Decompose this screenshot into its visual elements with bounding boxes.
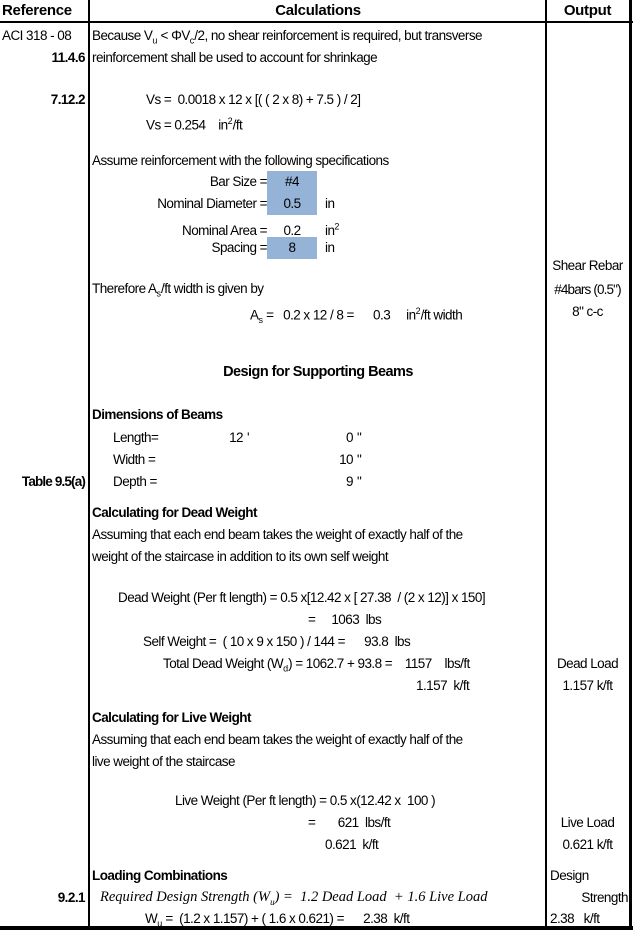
squared-superscript: 2 xyxy=(415,306,421,316)
required-strength-equation xyxy=(100,886,552,908)
depth-label: Depth = xyxy=(113,474,157,489)
bar-size-label: Bar Size = xyxy=(209,174,267,189)
dead-weight-heading: Calculating for Dead Weight xyxy=(92,505,257,520)
vs-result xyxy=(146,110,598,132)
output-strength-label: Strength xyxy=(581,890,628,905)
spacing-row xyxy=(92,237,544,259)
text: A xyxy=(250,307,259,323)
diameter-label: Nominal Diameter = xyxy=(157,196,267,211)
text: = 0.2 x 12 / 8 = 0.3 in xyxy=(262,307,416,323)
wd-subscript: d xyxy=(283,663,289,674)
as-subscript: s xyxy=(258,315,263,326)
section-heading-beams: Design for Supporting Beams xyxy=(223,364,413,380)
self-weight-formula: Self Weight = ( 10 x 9 x 150 ) / 144 = 93.8 lbs xyxy=(143,634,411,649)
output-bar-spacing: 8" c-c xyxy=(572,304,603,319)
area-value: 0.2 xyxy=(283,222,301,238)
ref-11-4-6: 11.4.6 xyxy=(51,50,85,65)
ref-7-12-2: 7.12.2 xyxy=(50,92,85,107)
depth-row xyxy=(113,471,565,493)
text: Because V xyxy=(92,28,153,43)
output-dead-load-label: Dead Load xyxy=(556,656,619,671)
ref-9-2-1: 9.2.1 xyxy=(57,890,85,905)
inch-symbol: " xyxy=(357,430,362,445)
bar-size-input-cell[interactable]: #4 xyxy=(267,171,317,193)
vs-formula: Vs = 0.0018 x 12 x [( ( 2 x 8) + 7.5 ) / 2] xyxy=(146,92,361,107)
feet-symbol: ' xyxy=(247,430,250,445)
live-desc-line2: live weight of the staircase xyxy=(92,754,235,769)
area-row xyxy=(92,215,544,237)
squared-superscript: 2 xyxy=(227,116,233,126)
live-weight-result-kft: 0.621 k/ft xyxy=(325,837,379,852)
depth-inch-value: 9 xyxy=(346,474,353,489)
wu-subscript: u xyxy=(270,896,275,907)
header-reference: Reference xyxy=(2,2,72,19)
text: Total Dead Weight (W xyxy=(163,656,284,671)
live-desc-line1: Assuming that each end beam takes the weight of exactly half of the xyxy=(92,732,463,747)
as-subscript: s xyxy=(156,288,161,299)
vc-subscript: c xyxy=(189,35,195,46)
live-weight-result-lbs: = 621 lbs/ft xyxy=(308,815,391,830)
area-label: Nominal Area = xyxy=(182,222,267,238)
length-row xyxy=(113,427,565,449)
output-design-label: Design xyxy=(550,868,589,883)
dead-desc-line1: Assuming that each end beam takes the weight of exactly half of the xyxy=(92,527,463,542)
wu-subscript: u xyxy=(157,918,163,929)
assume-note: Assume reinforcement with the following specifications xyxy=(92,153,389,168)
text: /ft width xyxy=(420,307,463,323)
area-unit xyxy=(325,223,339,238)
text: = (1.2 x 1.157) + ( 1.6 x 0.621) = 2.38 k/ft xyxy=(162,911,410,926)
live-weight-formula: Live Weight (Per ft length) = 0.5 x(12.42 x 100 ) xyxy=(175,793,436,808)
diameter-row xyxy=(92,193,544,215)
text: < ΦV xyxy=(157,28,190,43)
text: Therefore A xyxy=(92,281,157,296)
wu-formula xyxy=(145,908,597,930)
header-output: Output xyxy=(563,2,612,19)
output-bar-spec: #4bars (0.5") xyxy=(554,282,621,297)
live-weight-heading: Calculating for Live Weight xyxy=(92,710,251,725)
therefore-note xyxy=(92,278,544,300)
ref-aci-code: ACI 318 - 08 xyxy=(2,28,72,43)
squared-superscript: 2 xyxy=(334,221,340,231)
length-feet-value: 12 xyxy=(229,430,243,445)
output-live-load-label: Live Load xyxy=(560,815,615,830)
reference-column-divider xyxy=(88,0,90,930)
bar-size-row xyxy=(92,171,544,193)
length-label: Length= xyxy=(113,430,159,445)
text: /2, no shear reinforcement is required, but transverse xyxy=(194,28,482,43)
output-live-load-value: 0.621 k/ft xyxy=(562,837,613,852)
diameter-unit: in xyxy=(325,196,335,211)
text: Vs = 0.254 in xyxy=(146,117,228,133)
spacing-label: Spacing = xyxy=(211,240,267,255)
width-row xyxy=(113,449,565,471)
shear-note-line1 xyxy=(92,25,544,47)
right-border xyxy=(629,0,632,930)
vu-subscript: u xyxy=(152,35,158,46)
dimensions-heading: Dimensions of Beams xyxy=(92,407,223,422)
text: ) = 1.2 Dead Load + 1.6 Live Load xyxy=(274,889,488,905)
dead-weight-result-lbs: = 1063 lbs xyxy=(308,612,382,627)
dead-desc-line2: weight of the staircase in addition to its own self weight xyxy=(92,549,389,564)
header-divider xyxy=(0,21,633,23)
text: W xyxy=(145,911,158,926)
shear-note-line2: reinforcement shall be used to account for shrinkage xyxy=(92,50,378,65)
header-calculations: Calculations xyxy=(275,2,361,19)
inch-symbol: " xyxy=(357,452,362,467)
output-dead-load-value: 1.157 k/ft xyxy=(562,678,613,693)
text: /ft xyxy=(232,117,243,133)
output-shear-rebar: Shear Rebar xyxy=(552,258,623,273)
inch-symbol: " xyxy=(357,474,362,489)
ref-table-9-5a: Table 9.5(a) xyxy=(21,474,85,489)
spacing-unit: in xyxy=(325,240,335,255)
output-design-strength-value: 2.38 k/ft xyxy=(550,911,600,926)
text: /ft width is given by xyxy=(161,281,264,296)
text: ) = 1062.7 + 93.8 = 1157 lbs/ft xyxy=(288,656,470,671)
width-inch-value: 10 xyxy=(339,452,353,467)
width-label: Width = xyxy=(113,452,156,467)
spacing-input-cell[interactable]: 8 xyxy=(267,237,317,259)
loading-combinations-heading: Loading Combinations xyxy=(92,868,228,883)
dead-weight-result-kft: 1.157 k/ft xyxy=(416,678,470,693)
text: in xyxy=(325,222,335,238)
diameter-input-cell[interactable]: 0.5 xyxy=(267,193,317,215)
dead-weight-formula: Dead Weight (Per ft length) = 0.5 x[12.42 x [ 27.38 / (2 x 12)] x 150] xyxy=(118,590,486,605)
length-inch-value: 0 xyxy=(346,430,353,445)
text: Required Design Strength (W xyxy=(100,889,271,905)
